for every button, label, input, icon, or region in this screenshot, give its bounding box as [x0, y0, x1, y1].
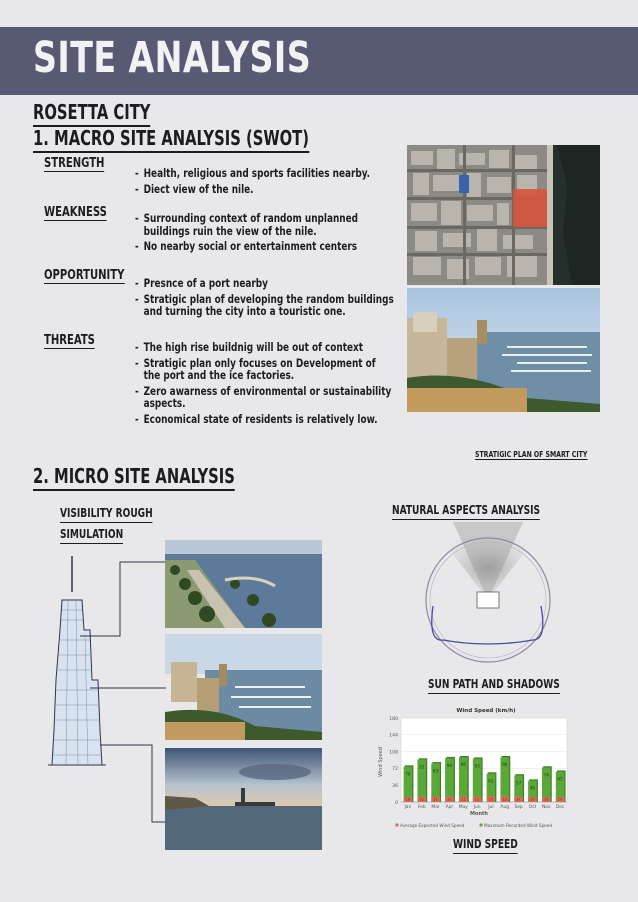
- chart-x-tick-label: Jul: [488, 805, 494, 810]
- strength-label: STRENGTH: [44, 156, 105, 171]
- chart-bar-max-label: 93: [474, 763, 480, 769]
- legend-swatch-maximum: [479, 823, 482, 826]
- city-title: ROSETTA CITY: [33, 100, 150, 127]
- chart-bar-average-label: 10: [405, 797, 411, 802]
- chart-bar-average-label: 11: [447, 797, 452, 802]
- legend-label-average: Average Expected Wind Speed: [400, 823, 465, 828]
- list-item: - Economical state of residents is relatively low.: [135, 413, 391, 426]
- chart-bar-max-label: 83: [432, 768, 439, 774]
- chart-bar-max-label: 46: [529, 785, 536, 791]
- chart-y-tick-label: 144: [389, 733, 398, 739]
- legend-swatch-average: [395, 823, 398, 826]
- list-item: - Zero awarness of environmental or sustainability: [135, 385, 391, 398]
- threats-list: [135, 341, 391, 428]
- chart-bar-max-label: 65: [557, 776, 563, 782]
- threats-label: THREATS: [44, 333, 95, 348]
- weakness-list: [135, 212, 358, 256]
- chart-x-tick-label: Aug: [500, 805, 510, 810]
- chart-bar-max-label: 96: [502, 762, 508, 768]
- chart-bar-average-label: 10: [543, 797, 549, 802]
- list-item-cont: and turning the city into a touristic one.: [143, 304, 346, 318]
- legend-label-maximum: Maximum Recorded Wind Speed: [484, 823, 552, 828]
- chart-bar-average-label: 12: [488, 797, 494, 802]
- chart-y-tick-label: 36: [392, 784, 398, 789]
- list-item: - No nearby social or entertainment centers: [135, 240, 358, 253]
- chart-title: Wind Speed (km/h): [456, 708, 516, 714]
- chart-bar-max-label: 74: [543, 772, 549, 778]
- chart-x-tick-label: Jun: [473, 805, 481, 810]
- chart-legend: [395, 823, 552, 828]
- visibility-title-line1: VISIBILITY ROUGH: [60, 505, 153, 523]
- strength-list: [135, 167, 370, 198]
- wind-chart-svg: [371, 702, 573, 830]
- chart-bar-average-label: 11: [460, 797, 466, 802]
- port-city-image: [407, 288, 600, 412]
- chart-y-tick-label: 72: [392, 767, 398, 773]
- city-port-photo: [165, 634, 322, 740]
- opportunity-label: OPPORTUNITY: [44, 268, 125, 283]
- chart-y-tick-label: 0: [395, 800, 398, 806]
- list-item: - Stratigic plan of developing the random buildings: [135, 293, 394, 306]
- chart-bar-average-label: 10: [530, 797, 535, 802]
- list-item: - The high rise buildnig will be out of context: [135, 341, 391, 354]
- chart-bar-average-label: 11: [433, 797, 438, 802]
- chart-x-tick-label: Nov: [541, 805, 551, 810]
- chart-bar-average-label: 12: [502, 797, 508, 802]
- chart-x-tick-label: Feb: [417, 805, 426, 810]
- chart-bar-average-label: 10: [557, 797, 563, 802]
- chart-y-label: Wind Speed: [378, 747, 384, 777]
- micro-heading: 2. MICRO SITE ANALYSIS: [33, 464, 235, 491]
- list-item: - Surrounding context of random unplanned: [135, 212, 358, 225]
- chart-bar-max-label: 76: [405, 771, 411, 777]
- chart-x-tick-label: Apr: [445, 805, 454, 810]
- chart-x-tick-label: Sep: [514, 805, 523, 810]
- wind-speed-title: WIND SPEED: [453, 836, 518, 854]
- chart-bar-max-label: 61: [488, 778, 494, 784]
- chart-bar-average-label: 11: [516, 797, 521, 802]
- list-item-cont: aspects.: [143, 396, 186, 410]
- chart-bar-max-label: 94: [446, 763, 453, 769]
- list-item: - Stratigic plan only focuses on Development of: [135, 357, 391, 370]
- chart-x-tick-label: Jan: [404, 805, 412, 810]
- sun-path-diagram: [413, 522, 563, 672]
- chart-bar-max-label: 91: [419, 764, 425, 770]
- chart-x-tick-label: Dec: [555, 805, 565, 810]
- wind-speed-chart: [371, 702, 573, 830]
- satellite-map-image: [407, 145, 600, 285]
- chart-bar-average-label: 11: [474, 797, 480, 802]
- list-item: - Health, religious and sports facilities nearby.: [135, 167, 370, 180]
- opportunity-list: [135, 277, 394, 318]
- list-item-cont: buildings ruin the view of the nile.: [143, 223, 317, 238]
- natural-aspects-title: NATURAL ASPECTS ANALYSIS: [392, 502, 540, 520]
- list-item: - Diect view of the nile.: [135, 183, 370, 196]
- chart-x-label: Month: [470, 811, 488, 817]
- list-item-cont: the port and the ice factories.: [143, 368, 295, 382]
- visibility-title: [60, 502, 170, 544]
- chart-y-tick-label: 180: [389, 716, 398, 722]
- promenade-photo: [165, 540, 322, 628]
- macro-heading: 1. MACRO SITE ANALYSIS (SWOT): [33, 126, 309, 153]
- chart-bar-max-label: 57: [515, 780, 522, 786]
- chart-bar-average-label: 11: [419, 797, 425, 802]
- chart-x-tick-label: Oct: [528, 805, 537, 810]
- list-item: - Presnce of a port nearby: [135, 277, 394, 290]
- chart-y-tick-label: 108: [389, 750, 398, 756]
- chart-x-tick-label: May: [458, 805, 468, 810]
- chart-bar-max-label: 96: [460, 762, 466, 768]
- sun-path-title: SUN PATH AND SHADOWS: [428, 676, 560, 694]
- visibility-title-line2: SIMULATION: [60, 526, 123, 544]
- strategic-plan-caption: STRATIGIC PLAN OF SMART CITY: [475, 450, 588, 459]
- page-title: SITE ANALYSIS: [33, 33, 312, 83]
- waterfront-dusk-photo: [165, 748, 322, 850]
- weakness-label: WEAKNESS: [44, 205, 107, 220]
- chart-x-tick-label: Mar: [431, 805, 440, 810]
